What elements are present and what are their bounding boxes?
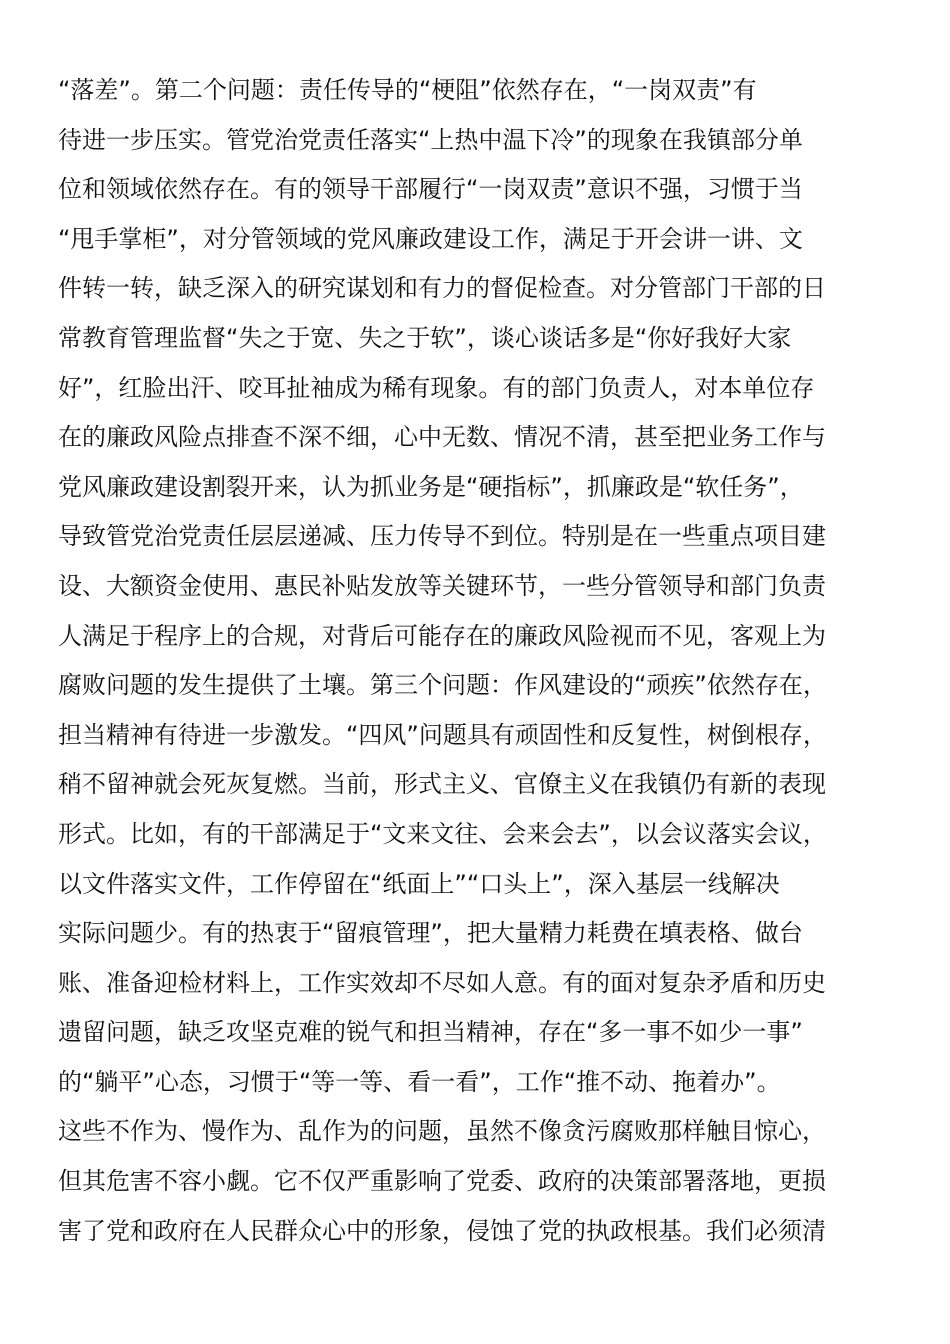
text-line: 设、大额资金使用、惠民补贴发放等关键环节，一些分管领导和部门负责 bbox=[58, 571, 826, 600]
text-line: 实际问题少。有的热衷于“留痕管理”，把大量精力耗费在填表格、做台 bbox=[58, 919, 803, 948]
text-line: 遗留问题，缺乏攻坚克难的锐气和担当精神，存在“多一事不如少一事” bbox=[58, 1018, 803, 1047]
text-line: 腐败问题的发生提供了土壤。第三个问题：作风建设的“顽疾”依然存在， bbox=[58, 671, 827, 700]
text-line: 件转一转，缺乏深入的研究谋划和有力的督促检查。对分管部门干部的日 bbox=[58, 274, 826, 303]
text-line: 党风廉政建设割裂开来，认为抓业务是“硬指标”，抓廉政是“软任务”， bbox=[58, 472, 804, 501]
text-line: 的“躺平”心态，习惯于“等一等、看一看”，工作“推不动、拖着办”。 bbox=[58, 1067, 781, 1096]
text-line: 这些不作为、慢作为、乱作为的问题，虽然不像贪污腐败那样触目惊心， bbox=[58, 1117, 826, 1146]
text-line: 形式。比如，有的干部满足于“文来文往、会来会去”，以会议落实会议， bbox=[58, 819, 827, 848]
text-line: 账、准备迎检材料上，工作实效却不尽如人意。有的面对复杂矛盾和历史 bbox=[58, 968, 826, 997]
text-line: 好”，红脸出汗、咬耳扯袖成为稀有现象。有的部门负责人，对本单位存 bbox=[58, 373, 815, 402]
text-line: 导致管党治党责任层层递减、压力传导不到位。特别是在一些重点项目建 bbox=[58, 522, 826, 551]
text-line: 但其危害不容小觑。它不仅严重影响了党委、政府的决策部署落地，更损 bbox=[58, 1167, 826, 1196]
text-line: 担当精神有待进一步激发。“四风”问题具有顽固性和反复性，树倒根存， bbox=[58, 720, 827, 749]
text-line: “落差”。第二个问题：责任传导的“梗阻”依然存在，“一岗双责”有 bbox=[58, 76, 757, 104]
text-line: “甩手掌柜”，对分管领域的党风廉政建设工作，满足于开会讲一讲、文 bbox=[58, 224, 803, 253]
body-text bbox=[58, 66, 892, 1256]
text-line: 害了党和政府在人民群众心中的形象，侵蚀了党的执政根基。我们必须清 bbox=[58, 1216, 826, 1245]
text-line: 位和领域依然存在。有的领导干部履行“一岗双责”意识不强，习惯于当 bbox=[58, 175, 803, 204]
text-line: 稍不留神就会死灰复燃。当前，形式主义、官僚主义在我镇仍有新的表现 bbox=[58, 770, 826, 799]
text-line: 待进一步压实。管党治党责任落实“上热中温下冷”的现象在我镇部分单 bbox=[58, 125, 803, 154]
text-line: 人满足于程序上的合规，对背后可能存在的廉政风险视而不见，客观上为 bbox=[58, 621, 826, 650]
text-line: 在的廉政风险点排查不深不细，心中无数、情况不清，甚至把业务工作与 bbox=[58, 423, 826, 452]
text-line: 常教育管理监督“失之于宽、失之于软”，谈心谈话多是“你好我好大家 bbox=[58, 323, 792, 352]
text-line: 以文件落实文件，工作停留在“纸面上”“口头上”，深入基层一线解决 bbox=[58, 869, 780, 898]
